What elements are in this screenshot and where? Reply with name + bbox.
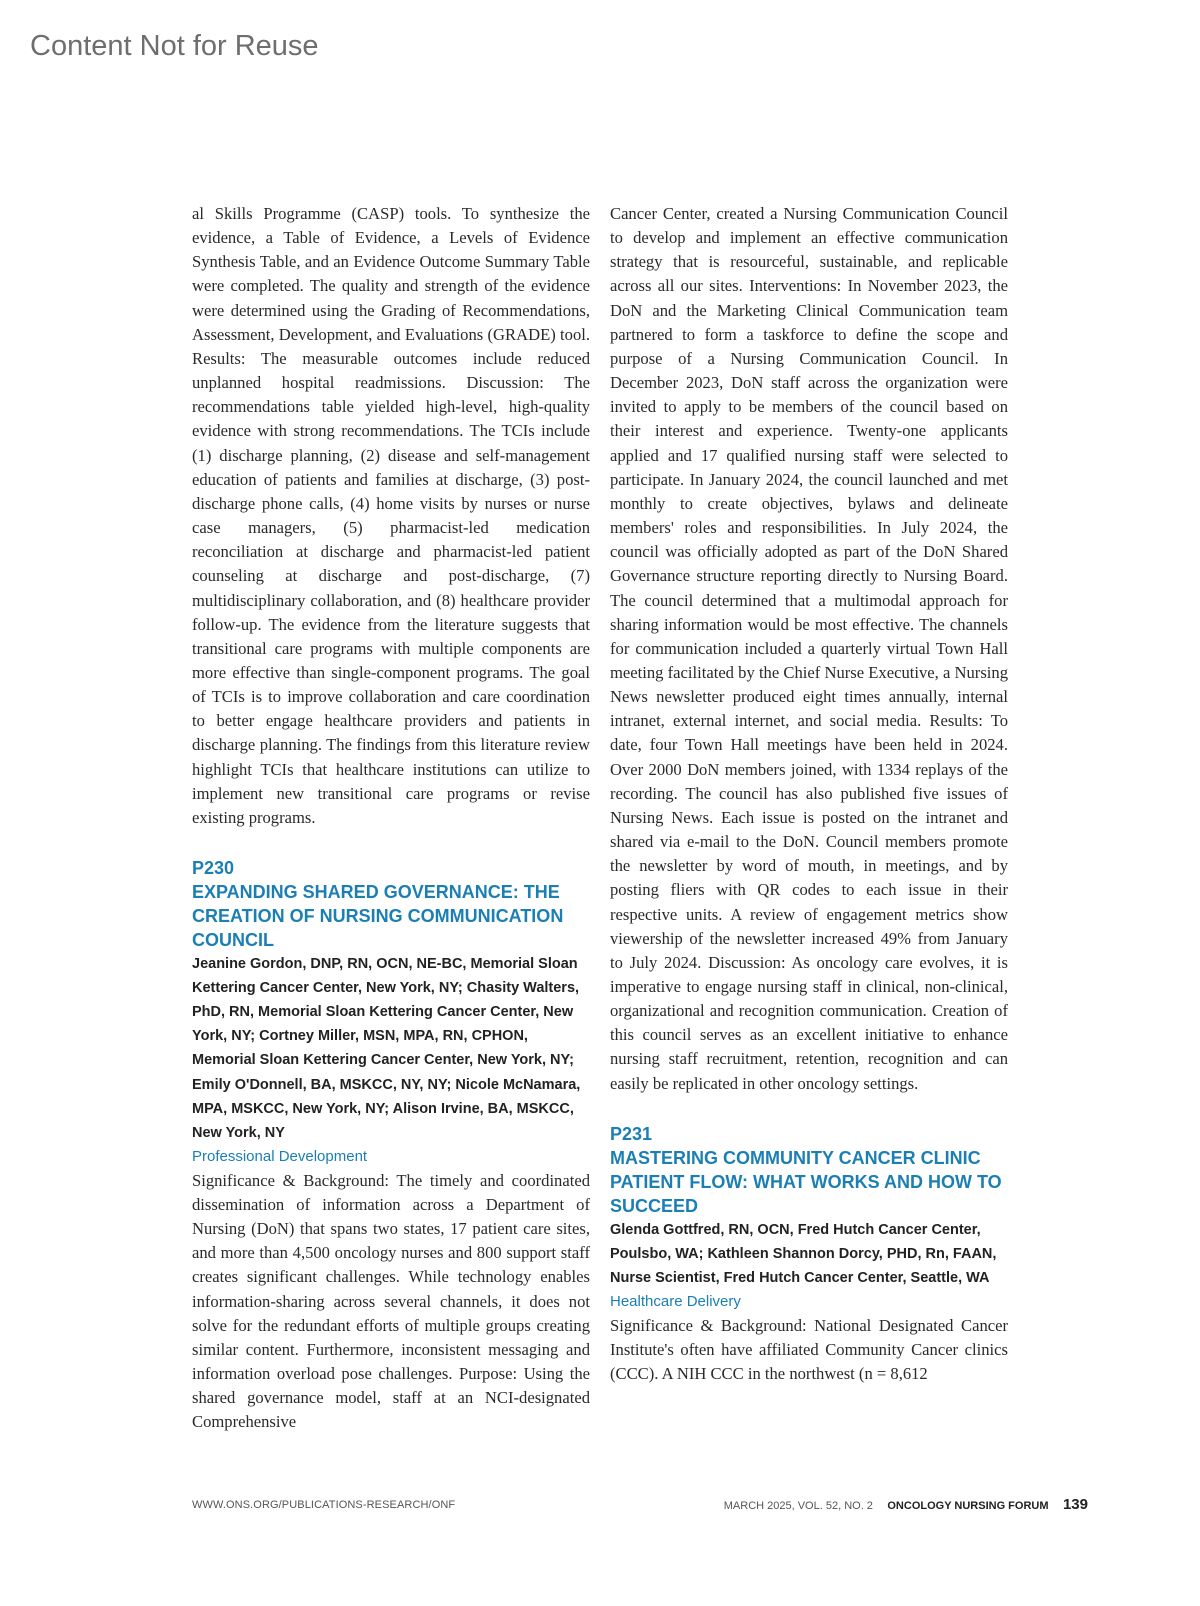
- abstract-authors: Glenda Gottfred, RN, OCN, Fred Hutch Cancer Center, Poulsbo, WA; Kathleen Shannon Dorcy, PHD, Rn, FAAN, Nurse Scientist, Fred Hutch Cancer Center, Seattle, WA: [610, 1221, 997, 1286]
- abstract-code: P231: [610, 1123, 653, 1144]
- page-number: 139: [1062, 1496, 1088, 1513]
- abstract-category: Healthcare Delivery: [610, 1293, 741, 1311]
- footer-url: WWW.ONS.ORG/PUBLICATIONS-RESEARCH/ONF: [192, 1499, 456, 1511]
- footer-journal-name: ONCOLOGY NURSING FORUM: [887, 1500, 1049, 1512]
- footer-issue: MARCH 2025, VOL. 52, NO. 2: [723, 1500, 873, 1512]
- abstract-title: EXPANDING SHARED GOVERNANCE: THE CREATION OF NURSING COMMUNICATION COUNCIL: [192, 882, 564, 951]
- abstract-code: P230: [192, 858, 235, 879]
- continued-abstract-text: al Skills Programme (CASP) tools. To synthesize the evidence, a Table of Evidence, a Levels of Evidence Synthesis Table, and an Evidence Outcome Summary Table were completed. The quality and strength of the evidence were determined using the Grading of Recommendations, Assessment, Development, and Evaluations (GRADE) tool. Results: The measurable outcomes include reduced unplanned hospital readmissions. Discussion: The recommendations table yielded high-level, high-quality evidence with strong recommendations. The TCIs include (1) discharge planning, (2) disease and self-management education of patients and families at discharge, (3) post-discharge phone calls, (4) home visits by nurses or nurse case managers, (5) pharmacist-led medication reconciliation at discharge and pharmacist-led patient counseling at discharge and post-discharge, (7) multidisciplinary collaboration, and (8) healthcare provider follow-up. The evidence from the literature suggests that transitional care programs with multiple components are more effective than single-component programs. The goal of TCIs is to improve collaboration and care coordination to better engage healthcare providers and patients in discharge planning. The findings from this literature review highlight TCIs that healthcare institutions can utilize to implement new transitional care programs or revise existing programs.: [192, 204, 590, 827]
- abstract-body: Significance & Background: The timely and coordinated dissemination of information across a Department of Nursing (DoN) that spans two states, 17 patient care sites, and more than 4,500 oncology nurses and 800 support staff creates significant challenges. While technology enables information-sharing across several channels, it does not solve for the redundant efforts of multiple groups creating similar content. Furthermore, inconsistent messaging and information overload pose challenges. Purpose: Using the shared governance model, staff at an NCI-designated Comprehensive: [192, 1170, 590, 1432]
- abstract-p230: [192, 856, 590, 1434]
- continued-abstract-text: Cancer Center, created a Nursing Communication Council to develop and implement an effective communication strategy that is resourceful, sustainable, and replicable across all our sites. Interventions: In November 2023, the DoN and the Marketing Clinical Communication team partnered to form a taskforce to define the scope and purpose of a Nursing Communication Council. In December 2023, DoN staff across the organization were invited to apply to be members of the council based on their interest and experience. Twenty-one applicants applied and 17 qualified nursing staff were selected to participate. In January 2024, the council launched and met monthly to create objectives, bylaws and delineate members' roles and responsibilities. In July 2024, the council was officially adopted as part of the DoN Shared Governance structure reporting directly to Nursing Board. The council determined that a multimodal approach for sharing information would be most effective. The channels for communication included a quarterly virtual Town Hall meeting facilitated by the Chief Nurse Executive, a Nursing News newsletter produced eight times annually, internal intranet, external internet, and social media. Results: To date, four Town Hall meetings have been held in 2024. Over 2000 DoN members joined, with 1334 replays of the recording. The council has also published five issues of Nursing News. Each issue is posted on the intranet and shared via e-mail to the DoN. Council members promote the newsletter by word of mouth, in meetings, and by posting fliers with QR codes to each issue in their respective units. A review of engagement metrics show viewership of the newsletter increased 49% from January to July 2024. Discussion: As oncology care evolves, it is imperative to engage nursing staff in clinical, non-clinical, organizational and recognition communication. Creation of this council serves as an excellent initiative to enhance nursing staff recruitment, retention, recognition and can easily be replicated in other oncology settings.: [610, 204, 1008, 1093]
- abstract-category: Professional Development: [192, 1147, 368, 1165]
- right-column: [610, 202, 1008, 1387]
- footer-publication-info: [724, 1496, 1088, 1514]
- left-column: [192, 202, 590, 1435]
- watermark-text: Content Not for Reuse: [30, 30, 319, 62]
- abstract-title: MASTERING COMMUNITY CANCER CLINIC PATIENT FLOW: WHAT WORKS AND HOW TO SUCCEED: [610, 1147, 1002, 1216]
- abstract-body: Significance & Background: National Designated Cancer Institute's often have affiliated Community Cancer clinics (CCC). A NIH CCC in the northwest (n = 8,612: [610, 1316, 1008, 1384]
- abstract-p231: [610, 1122, 1008, 1387]
- abstract-authors: Jeanine Gordon, DNP, RN, OCN, NE-BC, Memorial Sloan Kettering Cancer Center, New York, NY; Chasity Walters, PhD, RN, Memorial Sloan Kettering Cancer Center, New York, NY; Cortney Miller, MSN, MPA, RN, CPHON, Memorial Sloan Kettering Cancer Center, New York, NY; Emily O'Donnell, BA, MSKCC, NY, NY; Nicole McNamara, MPA, MSKCC, New York, NY; Alison Irvine, BA, MSKCC, New York, NY: [192, 956, 581, 1141]
